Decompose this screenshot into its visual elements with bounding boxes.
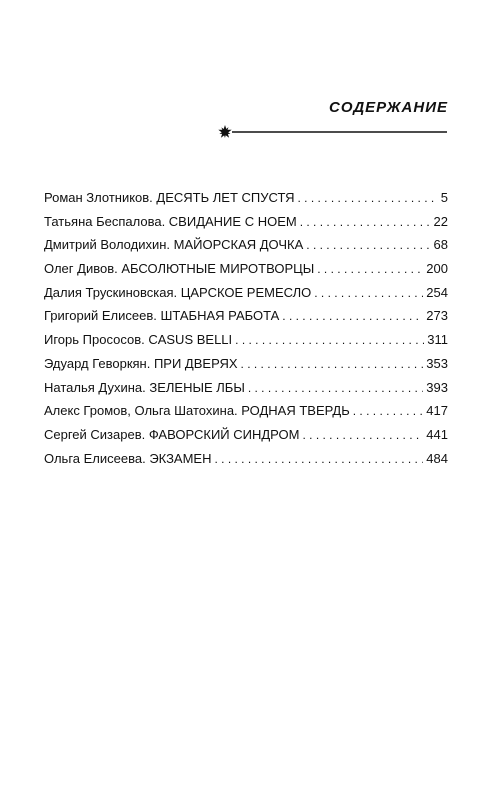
toc-entry[interactable] (44, 233, 448, 257)
entry-title: Игорь Прососов. CASUS BELLI (44, 332, 233, 348)
entry-page-number: 484 (426, 450, 448, 466)
entry-title: Роман Злотников. ДЕСЯТЬ ЛЕТ СПУСТЯ (44, 190, 295, 205)
entry-page-number: 200 (426, 261, 448, 277)
dot-leader (317, 258, 423, 282)
dot-leader (215, 448, 424, 472)
entry-title: Сергей Сизарев. ФАВОРСКИЙ СИНДРОМ (44, 426, 300, 442)
entry-page-number: 22 (433, 213, 448, 229)
entry-page-number: 68 (433, 237, 448, 253)
entry-title: Наталья Духина. ЗЕЛЕНЫЕ ЛБЫ (44, 379, 245, 395)
table-of-contents (44, 186, 448, 470)
entry-page-number: 311 (427, 332, 448, 348)
entry-title: Олег Дивов. АБСОЛЮТНЫЕ МИРОТВОРЦЫ (44, 261, 315, 277)
entry-page-number: 441 (426, 426, 448, 442)
toc-entry[interactable] (44, 257, 448, 281)
toc-entry[interactable] (44, 423, 448, 447)
dot-leader (248, 377, 423, 401)
dot-leader (235, 329, 424, 353)
toc-entry[interactable] (44, 447, 448, 471)
toc-entry[interactable] (44, 376, 448, 400)
toc-entry[interactable] (44, 352, 448, 376)
entry-title: Ольга Елисеева. ЭКЗАМЕН (44, 450, 212, 466)
entry-page-number: 254 (426, 284, 448, 300)
dot-leader (353, 400, 424, 424)
entry-title: Далия Трускиновская. ЦАРСКОЕ РЕМЕСЛО (44, 284, 312, 300)
heading-ornament (217, 124, 447, 140)
toc-entry[interactable] (44, 399, 448, 423)
dot-leader (241, 353, 424, 377)
dot-leader (314, 282, 423, 306)
dot-leader (298, 187, 438, 211)
toc-entry[interactable] (44, 186, 448, 210)
toc-entry[interactable] (44, 328, 448, 352)
entry-title: Алекс Громов, Ольга Шатохина. РОДНАЯ ТВЕРДЬ (44, 403, 350, 419)
entry-title: Эдуард Геворкян. ПРИ ДВЕРЯХ (44, 355, 238, 371)
entry-title: Дмитрий Володихин. МАЙОРСКАЯ ДОЧКА (44, 237, 304, 253)
page-title: СОДЕРЖАНИЕ (329, 99, 448, 116)
dot-leader (306, 234, 430, 258)
dot-leader (303, 424, 424, 448)
entry-page-number: 353 (426, 355, 448, 371)
entry-title: Татьяна Беспалова. СВИДАНИЕ С НОЕМ (44, 213, 297, 229)
toc-entry[interactable] (44, 304, 448, 328)
entry-page-number: 417 (426, 403, 448, 419)
dot-leader (282, 305, 423, 329)
entry-title: Григорий Елисеев. ШТАБНАЯ РАБОТА (44, 308, 280, 324)
entry-page-number: 5 (440, 190, 448, 205)
toc-entry[interactable] (44, 210, 448, 234)
star-ornament-icon (217, 124, 447, 140)
entry-page-number: 393 (426, 379, 448, 395)
dot-leader (300, 211, 431, 235)
entry-page-number: 273 (426, 308, 448, 324)
toc-entry[interactable] (44, 281, 448, 305)
